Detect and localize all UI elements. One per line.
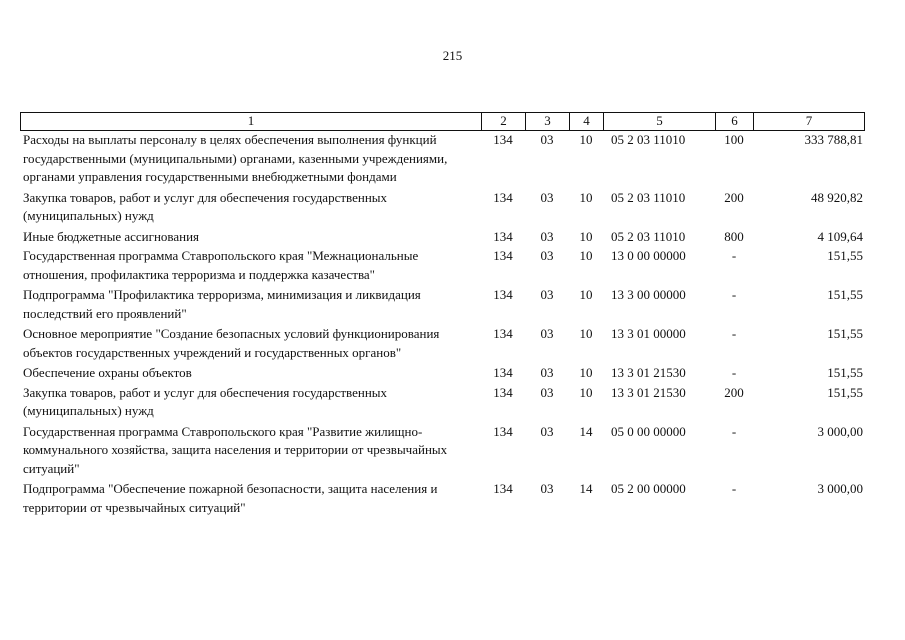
row-name: Иные бюджетные ассигнования xyxy=(23,228,200,244)
row-subsection: 10 xyxy=(579,189,593,205)
row-expense-type: 800 xyxy=(724,228,744,244)
row-subsection: 10 xyxy=(579,132,593,147)
row-target-article: 13 0 00 00000 xyxy=(611,248,686,263)
row-section: 03 xyxy=(540,481,554,496)
row-name: Государственная программа Ставропольского края "Развитие жилищно-коммунального хозяйства, защита населения и территории от чрезвычайных ситуаций" xyxy=(23,423,448,476)
table-row xyxy=(20,228,865,247)
table-row xyxy=(20,423,865,479)
row-subsection: 14 xyxy=(579,423,593,439)
row-target-article: 05 0 00 00000 xyxy=(611,423,686,439)
row-section: 03 xyxy=(540,326,554,341)
row-ministry-code: 134 xyxy=(493,248,513,263)
row-target-article: 05 2 03 11010 xyxy=(611,132,686,147)
row-subsection: 10 xyxy=(579,384,593,400)
row-section: 03 xyxy=(540,384,554,400)
row-subsection: 10 xyxy=(579,248,593,263)
header-col-2: 2 xyxy=(481,113,525,130)
table-row xyxy=(20,325,865,362)
row-name: Расходы на выплаты персоналу в целях обеспечения выполнения функций государственными (муниципальными) органами, казенными учреждениями, органами управления государственными внебюджетными фондами xyxy=(23,132,448,184)
row-name: Подпрограмма "Обеспечение пожарной безопасности, защита населения и территории от чрезвычайных ситуаций" xyxy=(23,481,438,515)
row-expense-type: 200 xyxy=(724,189,744,205)
row-expense-type: - xyxy=(731,423,737,439)
row-amount: 151,55 xyxy=(827,326,863,341)
row-amount: 151,55 xyxy=(827,365,863,380)
row-expense-type: 200 xyxy=(724,384,744,400)
row-subsection: 10 xyxy=(579,365,593,380)
header-col-4: 4 xyxy=(569,113,603,130)
row-section: 03 xyxy=(540,132,554,147)
row-name: Основное мероприятие "Создание безопасных условий функционирования объектов государственных учреждений и государственных органов" xyxy=(23,326,440,360)
table-row xyxy=(20,189,865,226)
header-col-7: 7 xyxy=(753,113,865,130)
table-row xyxy=(20,384,865,421)
header-col-1: 1 xyxy=(20,113,481,130)
row-ministry-code: 134 xyxy=(493,287,513,302)
table-row xyxy=(20,364,865,383)
row-target-article: 13 3 01 21530 xyxy=(611,384,686,400)
row-amount: 333 788,81 xyxy=(804,132,863,147)
row-section: 03 xyxy=(540,423,554,439)
row-name: Закупка товаров, работ и услуг для обеспечения государственных (муниципальных) нужд xyxy=(23,384,388,418)
row-target-article: 05 2 03 11010 xyxy=(611,189,686,205)
row-amount: 151,55 xyxy=(827,248,863,263)
table-row xyxy=(20,131,865,187)
row-ministry-code: 134 xyxy=(493,481,513,496)
budget-table xyxy=(20,112,865,518)
row-section: 03 xyxy=(540,248,554,263)
row-amount: 151,55 xyxy=(827,384,863,400)
row-ministry-code: 134 xyxy=(493,326,513,341)
row-amount: 48 920,82 xyxy=(811,189,863,205)
row-expense-type: - xyxy=(731,481,737,496)
row-section: 03 xyxy=(540,287,554,302)
row-expense-type: - xyxy=(731,287,737,302)
row-subsection: 10 xyxy=(579,287,593,302)
header-col-5: 5 xyxy=(603,113,715,130)
row-subsection: 14 xyxy=(579,481,593,496)
row-amount: 4 109,64 xyxy=(817,228,863,244)
row-expense-type: - xyxy=(731,365,737,380)
page-number: 215 xyxy=(442,48,463,63)
row-ministry-code: 134 xyxy=(493,365,513,380)
header-col-6: 6 xyxy=(715,113,753,130)
row-expense-type: 100 xyxy=(724,132,744,147)
row-target-article: 13 3 01 21530 xyxy=(611,365,686,380)
row-ministry-code: 134 xyxy=(493,132,513,147)
row-subsection: 10 xyxy=(579,326,593,341)
row-ministry-code: 134 xyxy=(493,423,513,439)
row-section: 03 xyxy=(540,189,554,205)
row-name: Закупка товаров, работ и услуг для обеспечения государственных (муниципальных) нужд xyxy=(23,189,388,223)
row-expense-type: - xyxy=(731,248,737,263)
table-row xyxy=(20,286,865,323)
row-target-article: 05 2 00 00000 xyxy=(611,481,686,496)
row-section: 03 xyxy=(540,365,554,380)
row-name: Подпрограмма "Профилактика терроризма, минимизация и ликвидация последствий его проявлений" xyxy=(23,287,421,321)
header-col-3: 3 xyxy=(525,113,569,130)
row-amount: 3 000,00 xyxy=(817,423,863,439)
row-target-article: 13 3 00 00000 xyxy=(611,287,686,302)
row-amount: 151,55 xyxy=(827,287,863,302)
row-target-article: 13 3 01 00000 xyxy=(611,326,686,341)
table-header xyxy=(20,112,865,131)
row-amount: 3 000,00 xyxy=(817,481,863,496)
row-target-article: 05 2 03 11010 xyxy=(611,228,686,244)
row-name: Государственная программа Ставропольского края "Межнациональные отношения, профилактика терроризма и поддержка казачества" xyxy=(23,248,419,282)
row-subsection: 10 xyxy=(579,228,593,244)
row-expense-type: - xyxy=(731,326,737,341)
row-ministry-code: 134 xyxy=(493,228,513,244)
table-body xyxy=(20,131,865,517)
table-row xyxy=(20,480,865,517)
row-ministry-code: 134 xyxy=(493,384,513,400)
row-ministry-code: 134 xyxy=(493,189,513,205)
table-row xyxy=(20,247,865,284)
row-section: 03 xyxy=(540,228,554,244)
row-name: Обеспечение охраны объектов xyxy=(23,365,192,380)
